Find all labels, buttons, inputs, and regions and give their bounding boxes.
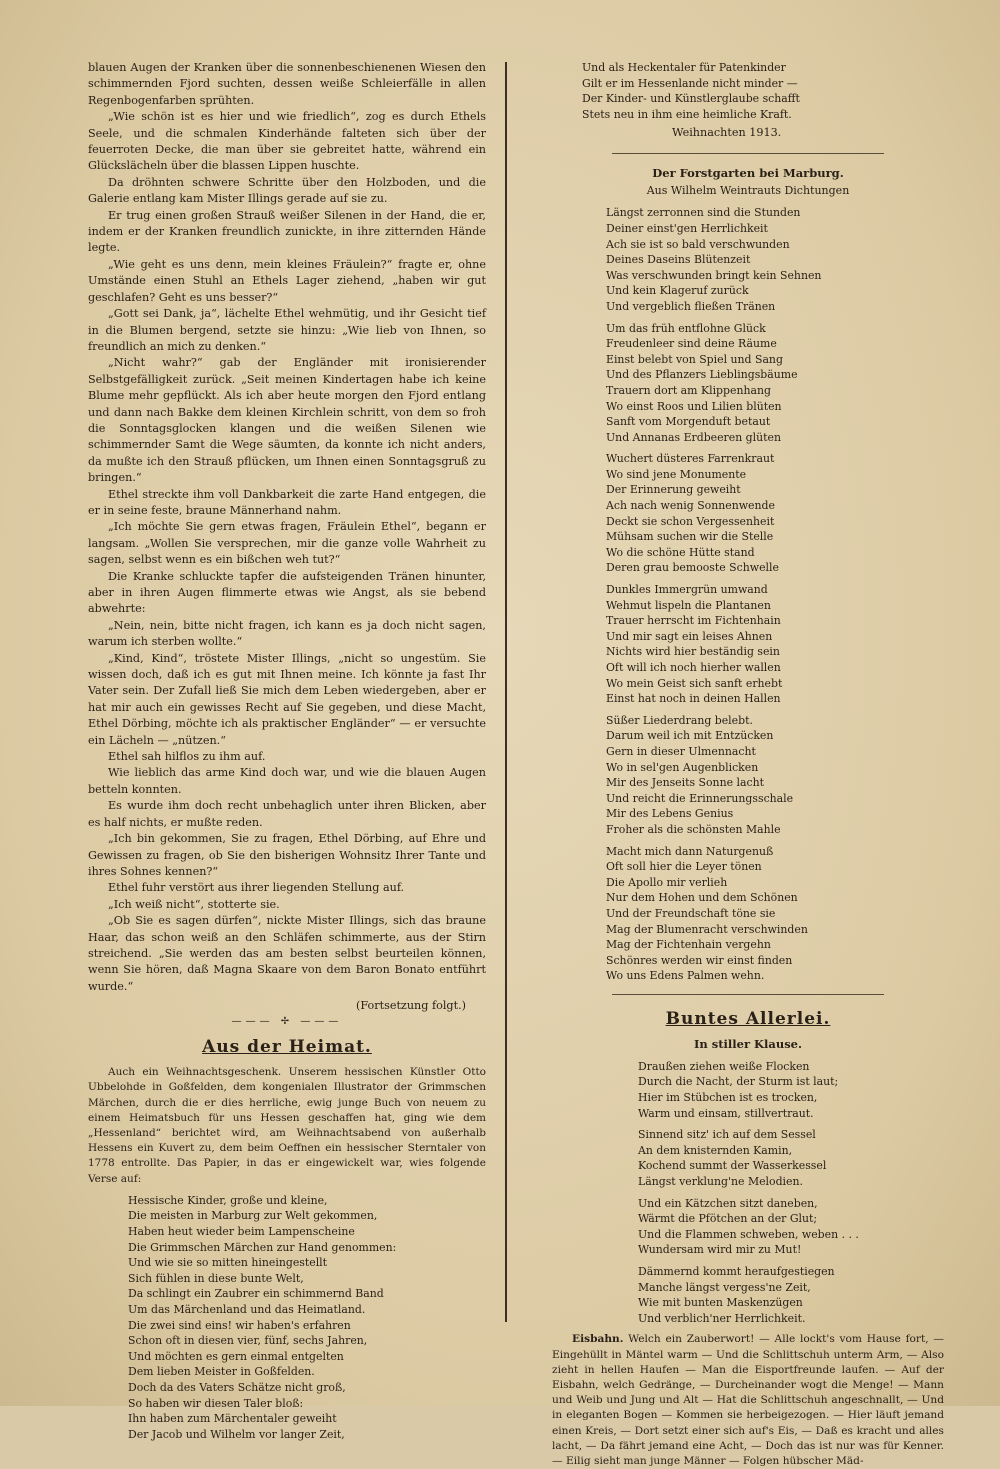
verse-line: Der Erinnerung geweiht: [606, 483, 741, 497]
heimat-verse: [128, 1193, 486, 1443]
story-paragraph: Es wurde ihm doch recht unbehaglich unter ihren Blicken, aber es half nichts, er mußte reden.: [88, 799, 486, 829]
verse-line: Wo uns Edens Palmen wehn.: [606, 969, 765, 983]
verse-line: Deines Daseins Blütenzeit: [606, 253, 751, 267]
verse-line: Macht mich dann Naturgenuß: [606, 844, 774, 858]
story-paragraph: „Gott sei Dank, ja“, lächelte Ethel wehmütig, und ihr Gesicht tief in die Blumen bergend, setzte sie hinzu: „Wie lieb von Ihnen, so freundlich an mich zu denken.“: [88, 307, 486, 353]
verse-line: Einst hat noch in deinen Hallen: [606, 692, 781, 706]
stanza: [638, 1127, 944, 1189]
verse-line: An dem knisternden Kamin,: [638, 1143, 793, 1157]
stanza: [606, 713, 944, 838]
story-paragraph: Wie lieblich das arme Kind doch war, und wie die blauen Augen betteln konnten.: [88, 766, 486, 796]
verse-line: Da schlingt ein Zaubrer ein schimmernd Band: [128, 1287, 384, 1301]
verse-line: Und der Freundschaft töne sie: [606, 906, 776, 920]
verse-line: Hier im Stübchen ist es trocken,: [638, 1091, 818, 1105]
verse-line: Dunkles Immergrün umwand: [606, 583, 768, 597]
verse-line: Gern in dieser Ulmennacht: [606, 744, 756, 758]
eisbahn-lead: Eisbahn.: [572, 1333, 624, 1346]
story-paragraph: „Nein, nein, bitte nicht fragen, ich kann es ja doch nicht sagen, warum ich sterben wollte.“: [88, 618, 486, 649]
eisbahn-text: Welch ein Zauberwort! — Alle lockt's vom Hause fort, — Eingehüllt in Mäntel warm — Und die Schlittschuh unterm Arm, — Also zieht in hellen Haufen — Man die Eisportfreunde laufen. — Auf der Eisbahn, welch Gedränge, — Durcheinander wogt die Menge! — Mann und Weib und Jung und Alt — Hat die Schlittschuh angeschnallt, — Und in eleganten Bogen — Kommen sie herbeigezogen. — Hier läuft jemand einen Kreis, — Dort setzt einer sich auf's Eis, — Daß es kracht und alles lacht, — Da fährt jemand eine Acht, — Doch das ist nur was für Kenner. — Eilig sieht man junge Männer — Folgen hübscher Mäd-: [552, 1333, 944, 1467]
verse-line: Und ein Kätzchen sitzt daneben,: [638, 1196, 818, 1210]
story-paragraph: „Ob Sie es sagen dürfen“, nickte Mister Illings, sich das braune Haar, das schon weiß an den Schläfen schimmerte, aus der Stirn streichend. „Sie werden das am besten selbst beurteilen können, wenn Sie hören, daß Magna Skaare von dem Baron Bonato entführt wurde.“: [88, 914, 486, 993]
story-paragraph: Ethel sah hilflos zu ihm auf.: [108, 750, 266, 764]
verse-line: Ach nach wenig Sonnenwende: [606, 499, 775, 513]
verse-line: Die Grimmschen Märchen zur Hand genommen:: [128, 1240, 397, 1254]
stanza: [638, 1059, 944, 1121]
story-paragraph: „Wie geht es uns denn, mein kleines Fräulein?“ fragte er, ohne Umstände einen Stuhl an Ethels Lager ziehend, „haben wir gut geschlafen? Geht es uns besser?“: [88, 257, 486, 304]
verse-line: Freudenleer sind deine Räume: [606, 337, 777, 351]
verse-line: Deiner einst'gen Herrlichkeit: [606, 221, 768, 235]
verse-line: Wie mit bunten Maskenzügen: [638, 1296, 803, 1310]
verse-line: Kochend summt der Wasserkessel: [638, 1159, 827, 1173]
verse-line: Nur dem Hohen und dem Schönen: [606, 891, 798, 905]
verse-line: Wärmt die Pfötchen an der Glut;: [638, 1212, 818, 1226]
verse-line: Wuchert düsteres Farrenkraut: [606, 452, 775, 466]
rule: [612, 994, 884, 995]
verse-line: Die meisten in Marburg zur Welt gekommen,: [128, 1209, 378, 1223]
story-paragraph: „Kind, Kind“, tröstete Mister Illings, „nicht so ungestüm. Sie wissen doch, daß ich es gut mit Ihnen meine. Ich könnte ja fast Ihr Vater sein. Der Zufall ließ Sie mich dem Leben wiedergeben, aber er hat mir auch ein gewisses Recht auf Sie gegeben, und diese Macht, Ethel Dörbing, möchte ich als praktischer Engländer“ — er versuchte ein Lächeln — „nützen.“: [88, 651, 486, 747]
verse-line: So haben wir diesen Taler bloß:: [128, 1396, 304, 1410]
verse-line: Und kein Klageruf zurück: [606, 284, 749, 298]
verse-line: Sich fühlen in diese bunte Welt,: [128, 1271, 304, 1285]
verse-line: Mag der Blumenracht verschwinden: [606, 922, 808, 936]
verse-line: Und verblich'ner Herrlichkeit.: [638, 1311, 806, 1325]
section-title-heimat: Aus der Heimat.: [202, 1037, 372, 1058]
verse-line: Und Annanas Erdbeeren glüten: [606, 430, 781, 444]
verse-line: Die zwei sind eins! wir haben's erfahren: [128, 1318, 351, 1332]
story-paragraph: Er trug einen großen Strauß weißer Silenen in der Hand, die er, indem er der Kranken freundlich zunickte, in ihre zitternden Hände legte.: [88, 208, 486, 255]
verse-line: Mühsam suchen wir die Stelle: [606, 530, 774, 544]
verse-line: Und mir sagt ein leises Ahnen: [606, 629, 773, 643]
verse-line: Ach sie ist so bald verschwunden: [606, 237, 790, 251]
verse-line: Darum weil ich mit Entzücken: [606, 729, 774, 743]
klause-title: In stiller Klause.: [694, 1036, 802, 1051]
forst-subtitle: Aus Wilhelm Weintrauts Dichtungen: [646, 184, 850, 198]
eisbahn-article: [552, 1332, 944, 1469]
verse-line: Hessische Kinder, große und kleine,: [128, 1193, 328, 1207]
verse-line: Wo mein Geist sich sanft erhebt: [606, 676, 783, 690]
story-paragraph: Die Kranke schluckte tapfer die aufsteigenden Tränen hinunter, aber in ihren Augen flimmerte etwas wie Angst, als sie bebend abwehrte:: [88, 569, 486, 616]
story-paragraph: Ethel streckte ihm voll Dankbarkeit die zarte Hand entgegen, die er in seine feste, braune Männerhand nahm.: [88, 487, 486, 517]
story-paragraph: „Ich möchte Sie gern etwas fragen, Fräulein Ethel“, begann er langsam. „Wollen Sie versprechen, mir die ganze volle Wahrheit zu sagen, selbst wenn es ein bißchen weh tut?“: [88, 520, 486, 567]
verse-line: Dämmernd kommt heraufgestiegen: [638, 1265, 835, 1278]
verse-line: Dem lieben Meister in Goßfelden.: [128, 1365, 315, 1379]
rule: [612, 153, 884, 154]
verse-line: Deckt sie schon Vergessenheit: [606, 514, 775, 528]
stanza: [606, 321, 944, 446]
stanza: [606, 451, 944, 576]
klause-poem: [638, 1059, 944, 1327]
verse-line: Um das Märchenland und das Heimatland.: [128, 1302, 366, 1316]
verse-line: Wehmut lispeln die Plantanen: [606, 598, 771, 612]
verse-line: Wo in sel'gen Augenblicken: [606, 760, 759, 774]
top-verse: [582, 60, 944, 122]
story-paragraph: Da dröhnten schwere Schritte über den Holzboden, und die Galerie entlang kam Mister Illings gerade auf sie zu.: [88, 175, 486, 206]
verse-line: Froher als die schönsten Mahle: [606, 822, 781, 836]
verse-line: Trauer herrscht im Fichtenhain: [606, 614, 781, 628]
verse-line: Schönres werden wir einst finden: [606, 953, 793, 967]
heimat-article: [88, 1065, 486, 1187]
section-title-bunt: Buntes Allerlei.: [665, 1008, 831, 1029]
verse-line: Haben heut wieder beim Lampenscheine: [128, 1224, 355, 1238]
right-column: [552, 60, 944, 1469]
verse-line: Um das früh entflohne Glück: [606, 321, 766, 335]
verse-line: Deren grau bemooste Schwelle: [606, 561, 779, 575]
continued-note: (Fortsetzung folgt.): [355, 999, 466, 1013]
story-paragraph: blauen Augen der Kranken über die sonnenbeschienenen Wiesen den schimmernden Fjord suchten, dessen weiße Schleierfälle in allen Regenbogenfarben sprühten.: [88, 61, 486, 107]
column-divider: [505, 62, 507, 1322]
story-paragraph: „Nicht wahr?“ gab der Engländer mit ironisierender Selbstgefälligkeit zurück. „Seit meinen Kindertagen habe ich keine Blume mehr gepflückt. Als ich aber heute morgen den Fjord entlang und dann nach Bakke dem kleinen Kirchlein schritt, von dem so froh die Sonntagsglocken klangen und die weißen Silenen wie schimmernder Samt die Wege säumten, da konnte ich nicht anders, da mußte ich den Strauß pflücken, um Ihnen einen Sonntagsgruß zu bringen.“: [88, 356, 486, 485]
stanza: [606, 205, 944, 314]
divider-ornament: ——— ✢ ———: [231, 1016, 343, 1028]
serial-story: [88, 60, 486, 995]
verse-line: Süßer Liederdrang belebt.: [606, 713, 753, 727]
verse-line: Mir des Jenseits Sonne lacht: [606, 776, 764, 790]
verse-line: Einst belebt von Spiel und Sang: [606, 352, 783, 366]
story-paragraph: „Wie schön ist es hier und wie friedlich“, zog es durch Ethels Seele, und die schmalen Kinderhände falteten sich über der feuerroten Decke, die man über sie gebreitet hatte, während ein Glückslächeln über die blassen Lippen huschte.: [88, 110, 486, 173]
verse-line: Und als Heckentaler für Patenkinder: [582, 61, 786, 74]
verse-line: Manche längst vergess'ne Zeit,: [638, 1280, 811, 1294]
verse-line: Trauern dort am Klippenhang: [606, 383, 771, 397]
story-paragraph: „Ich bin gekommen, Sie zu fragen, Ethel Dörbing, auf Ehre und Gewissen zu fragen, ob Sie den bisherigen Wohnsitz Ihrer Tante und ihres Sohnes kennen?“: [88, 832, 486, 878]
verse-line: Und wie sie so mitten hineingestellt: [128, 1256, 328, 1270]
heimat-paragraph: Auch ein Weihnachtsgeschenk. Unserem hessischen Künstler Otto Ubbelohde in Goßfelden, dem kongenialen Illustrator der Grimmschen Märchen, durch die er dies herrliche, ewig junge Buch von neuem zu einem Heimatsbuch für uns Hessen geschaffen hat, ging wie dem „Hessenland“ berichtet wird, am Weihnachtsabend von außerhalb Hessens ein Kuvert zu, dem beim Oeffnen ein hessischer Sterntaler von 1778 entrollte. Das Papier, in das er eingewickelt war, wies folgende Verse auf:: [88, 1066, 486, 1185]
verse-line: Warm und einsam, stillvertraut.: [638, 1106, 814, 1120]
verse-line: Und vergeblich fließen Tränen: [606, 299, 776, 313]
verse-line: Doch da des Vaters Schätze nicht groß,: [128, 1380, 346, 1394]
verse-line: Und möchten es gern einmal entgelten: [128, 1349, 344, 1363]
verse-line: Der Kinder- und Künstlerglaube schafft: [582, 92, 800, 106]
verse-line: Ihn haben zum Märchentaler geweiht: [128, 1412, 337, 1426]
verse-line: Längst verklung'ne Melodien.: [638, 1175, 803, 1189]
verse-line: Schon oft in diesen vier, fünf, sechs Jahren,: [128, 1334, 368, 1348]
verse-line: Nichts wird hier beständig sein: [606, 645, 780, 659]
stanza: [606, 582, 944, 707]
verse-line: Längst zerronnen sind die Stunden: [606, 206, 801, 220]
forst-poem: [606, 205, 944, 984]
verse-line: Sinnend sitz' ich auf dem Sessel: [638, 1128, 816, 1142]
verse-line: Wundersam wird mir zu Mut!: [638, 1243, 802, 1257]
verse-line: Durch die Nacht, der Sturm ist laut;: [638, 1075, 839, 1089]
verse-line: Mir des Lebens Genius: [606, 807, 734, 821]
verse-line: Oft soll hier die Leyer tönen: [606, 860, 762, 874]
verse-line: Mag der Fichtenhain vergehn: [606, 938, 771, 952]
stanza: [638, 1196, 944, 1258]
verse-line: Der Jacob und Wilhelm vor langer Zeit,: [128, 1427, 345, 1441]
story-paragraph: Ethel fuhr verstört aus ihrer liegenden Stellung auf.: [108, 881, 405, 895]
verse-line: Wo sind jene Monumente: [606, 467, 747, 481]
verse-line: Und die Flammen schweben, weben . . .: [638, 1227, 859, 1241]
stanza: [606, 844, 944, 984]
stanza: [638, 1264, 944, 1326]
verse-line: Sanft vom Morgenduft betaut: [606, 415, 771, 429]
left-column: [88, 60, 486, 1442]
verse-line: Oft will ich noch hierher wallen: [606, 661, 781, 674]
story-paragraph: „Ich weiß nicht“, stotterte sie.: [108, 897, 280, 911]
verse-line: Draußen ziehen weiße Flocken: [638, 1059, 810, 1073]
verse-line: Wo einst Roos und Lilien blüten: [606, 399, 782, 413]
verse-line: Die Apollo mir verlieh: [606, 875, 728, 889]
forst-title: Der Forstgarten bei Marburg.: [652, 166, 844, 181]
verse-line: Wo die schöne Hütte stand: [606, 545, 755, 559]
verse-line: Gilt er im Hessenlande nicht minder —: [582, 76, 798, 90]
verse-line: Was verschwunden bringt kein Sehnen: [606, 268, 822, 282]
verse-line: Und reicht die Erinnerungsschale: [606, 791, 794, 805]
verse-line: Stets neu in ihm eine heimliche Kraft.: [582, 107, 792, 121]
top-date: Weihnachten 1913.: [672, 126, 782, 140]
verse-line: Und des Pflanzers Lieblingsbäume: [606, 368, 798, 382]
